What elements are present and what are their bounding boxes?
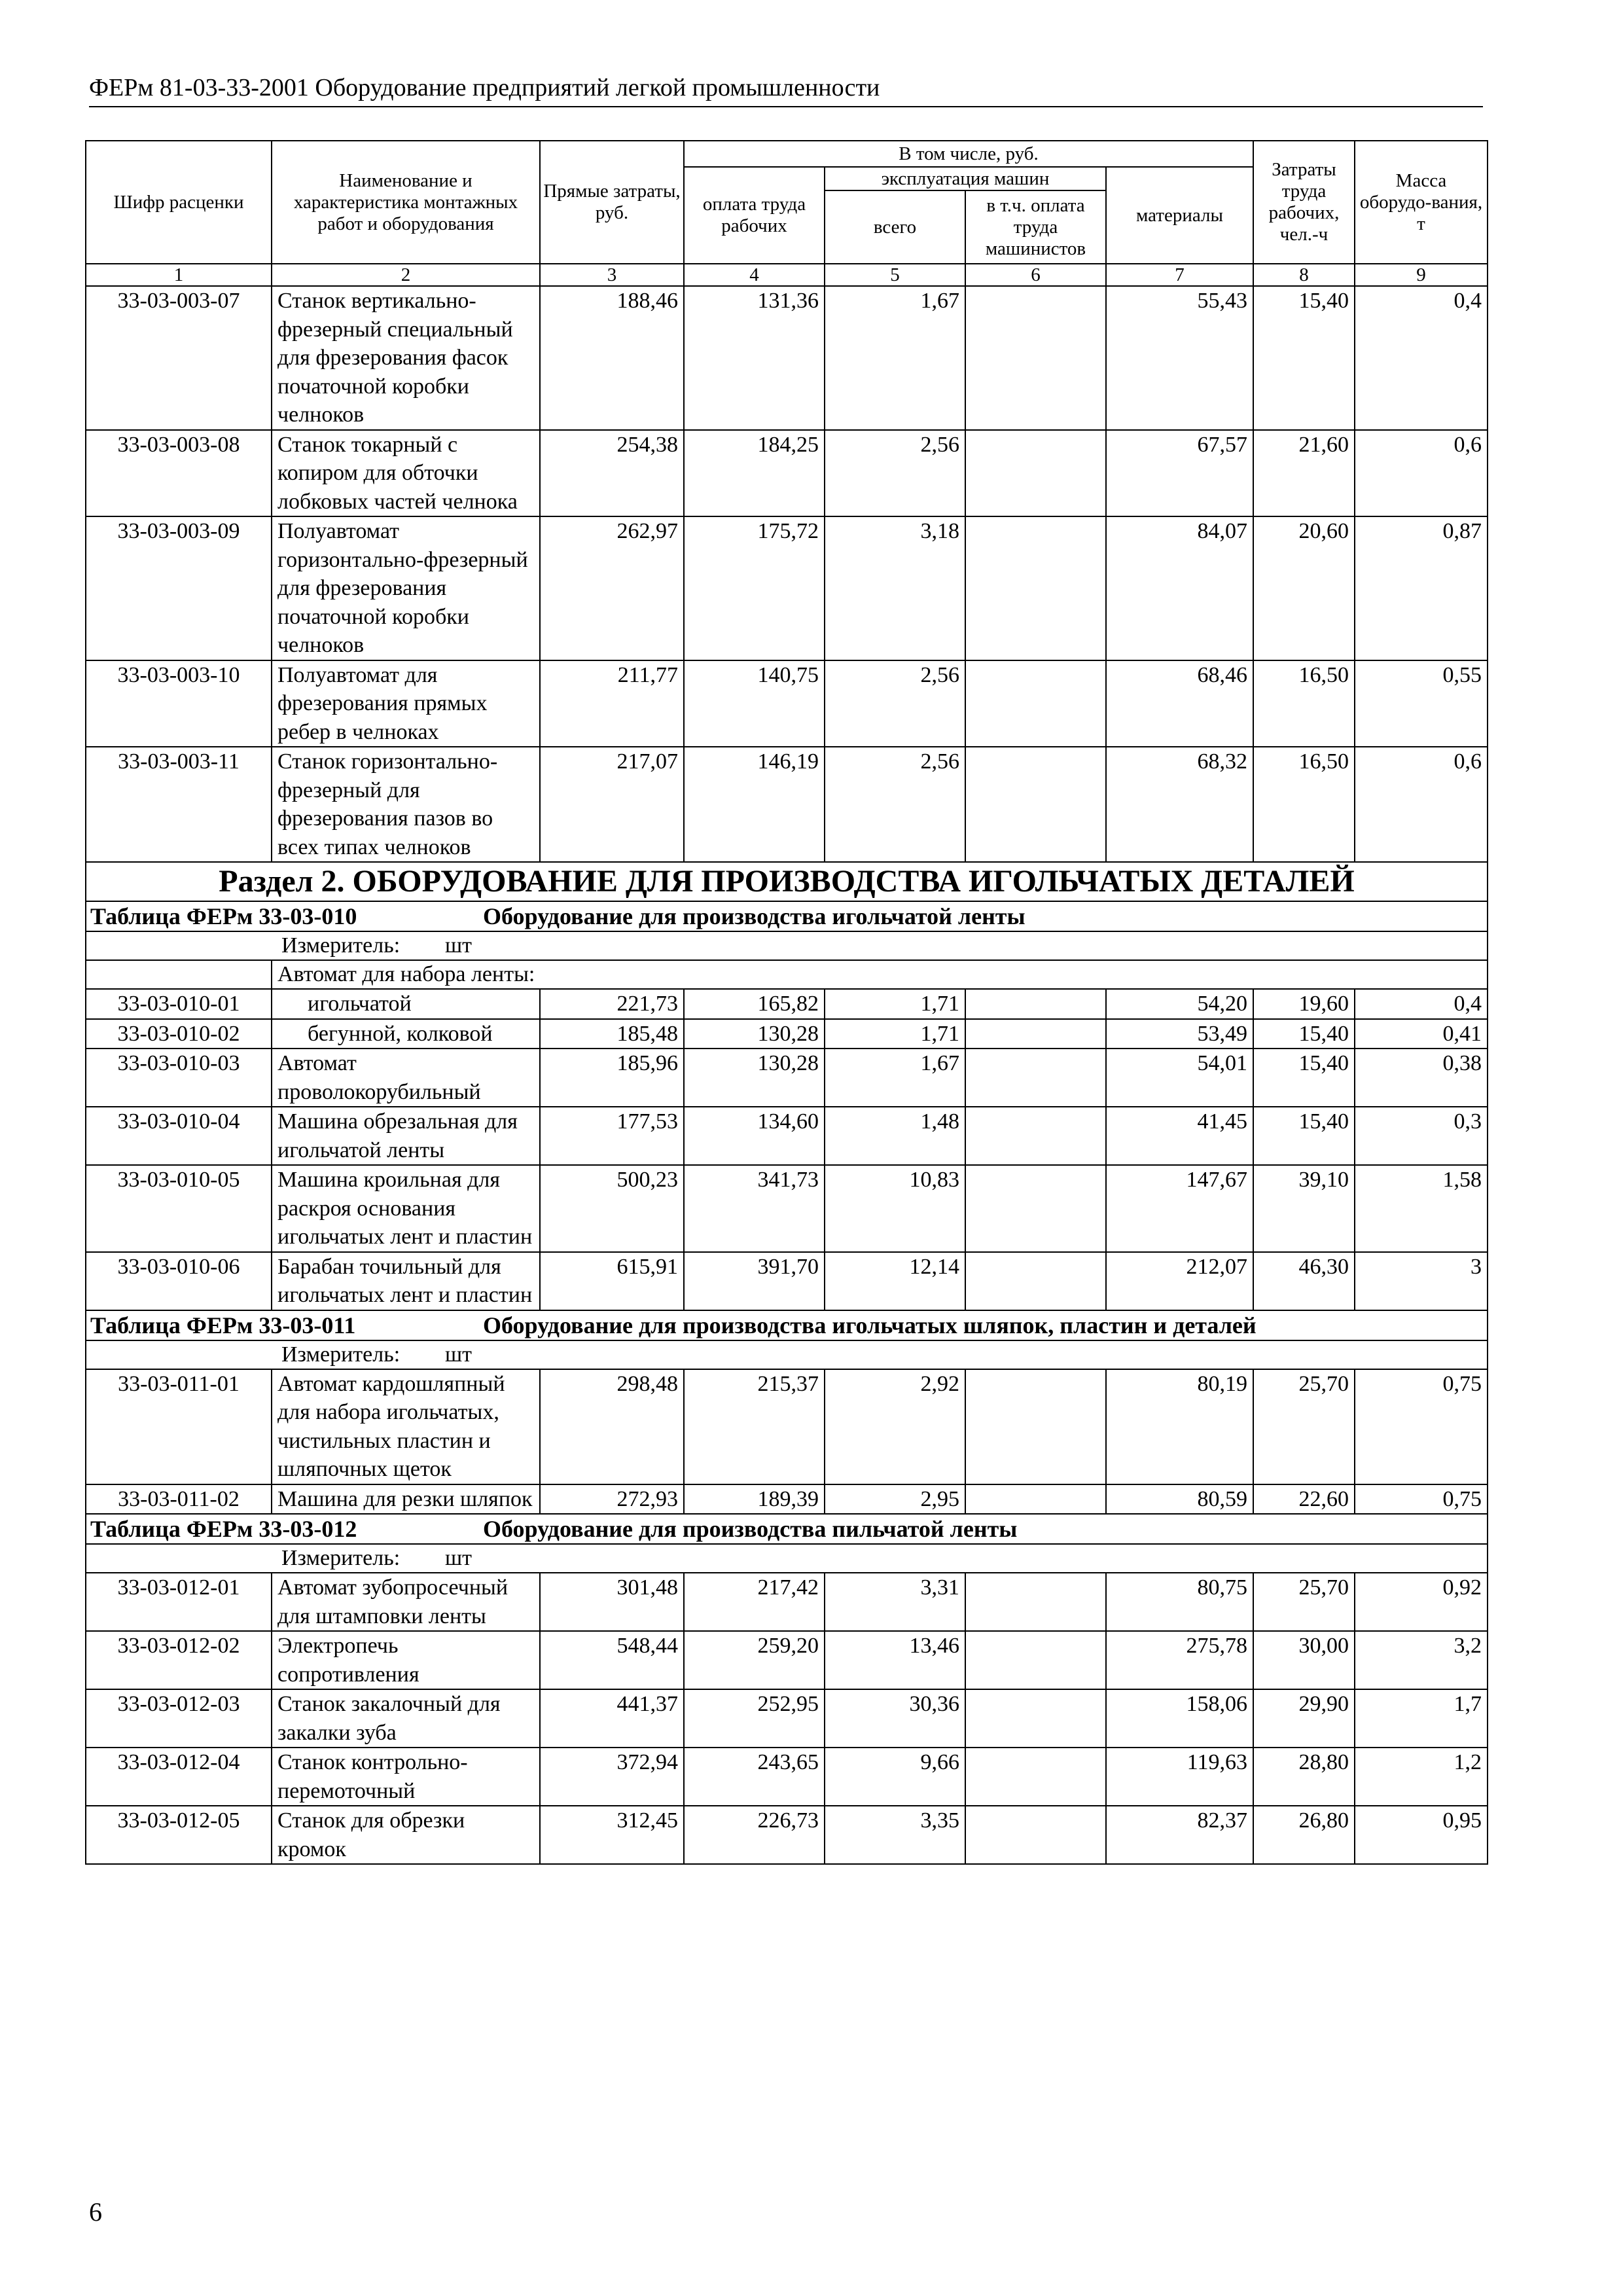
labor-pay: 184,25	[684, 430, 825, 517]
work-name: Машина для резки шляпок	[272, 1484, 540, 1515]
machine-total: 13,46	[825, 1631, 965, 1689]
work-name: Электропечь сопротивления	[272, 1631, 540, 1689]
labor-pay: 259,20	[684, 1631, 825, 1689]
running-header: ФЕРм 81-03-33-2001 Оборудование предприятий легкой промышленности	[89, 73, 1483, 107]
rate-code: 33-03-003-08	[86, 430, 272, 517]
labor-hours: 21,60	[1253, 430, 1355, 517]
machinist-pay	[965, 1484, 1106, 1515]
rate-code: 33-03-010-02	[86, 1019, 272, 1049]
materials-cost: 84,07	[1106, 516, 1253, 660]
machinist-pay	[965, 430, 1106, 517]
table-title-row	[86, 901, 1488, 931]
measure-label: Измеритель:	[281, 933, 401, 958]
col-labor-header: оплата труда рабочих	[684, 167, 825, 264]
direct-cost: 615,91	[540, 1252, 684, 1310]
table-row	[86, 516, 1488, 660]
work-name: Станок горизонтально-фрезерный для фрезерования пазов во всех типах челноков	[272, 747, 540, 862]
column-numbers-row	[86, 264, 1488, 286]
machine-total: 12,14	[825, 1252, 965, 1310]
machine-total: 1,67	[825, 286, 965, 430]
machine-total: 30,36	[825, 1689, 965, 1748]
table-id: Таблица ФЕРм 33-03-012	[90, 1516, 357, 1542]
work-name: Машина кроильная для раскроя основания игольчатых лент и пластин	[272, 1165, 540, 1252]
machinist-pay	[965, 660, 1106, 747]
labor-hours: 46,30	[1253, 1252, 1355, 1310]
table-title: Оборудование для производства игольчатых шляпок, пластин и деталей	[483, 1312, 1257, 1338]
machine-total: 2,56	[825, 430, 965, 517]
col-mass-header: Масса оборудо-вания, т	[1355, 141, 1488, 264]
labor-hours: 20,60	[1253, 516, 1355, 660]
equipment-mass: 0,4	[1355, 286, 1488, 430]
materials-cost: 53,49	[1106, 1019, 1253, 1049]
direct-cost: 372,94	[540, 1748, 684, 1806]
direct-cost: 221,73	[540, 989, 684, 1019]
rate-code: 33-03-012-05	[86, 1806, 272, 1864]
table-title-cell	[86, 1310, 1488, 1340]
equipment-mass: 3,2	[1355, 1631, 1488, 1689]
col-machines-header: эксплуатация машин	[825, 167, 1106, 190]
labor-hours: 15,40	[1253, 1049, 1355, 1107]
machine-total: 3,35	[825, 1806, 965, 1864]
materials-cost: 80,19	[1106, 1369, 1253, 1484]
labor-hours: 28,80	[1253, 1748, 1355, 1806]
table-row	[86, 1631, 1488, 1689]
table-title: Оборудование для производства пильчатой ленты	[483, 1516, 1018, 1542]
labor-hours: 39,10	[1253, 1165, 1355, 1252]
machine-total: 2,56	[825, 747, 965, 862]
col-number: 4	[684, 264, 825, 286]
direct-cost: 441,37	[540, 1689, 684, 1748]
work-name: Станок вертикально-фрезерный специальный для фрезерования фасок початочной коробки челноков	[272, 286, 540, 430]
direct-cost: 301,48	[540, 1573, 684, 1631]
labor-pay: 217,42	[684, 1573, 825, 1631]
table-title-row	[86, 1514, 1488, 1544]
col-number: 1	[86, 264, 272, 286]
labor-hours: 25,70	[1253, 1369, 1355, 1484]
table-row	[86, 660, 1488, 747]
table-body	[86, 286, 1488, 1864]
materials-cost: 41,45	[1106, 1107, 1253, 1165]
page-number: 6	[89, 2197, 102, 2227]
table-row	[86, 1369, 1488, 1484]
section-title: Раздел 2. ОБОРУДОВАНИЕ ДЛЯ ПРОИЗВОДСТВА ИГОЛЬЧАТЫХ ДЕТАЛЕЙ	[86, 862, 1488, 901]
work-name: Станок закалочный для закалки зуба	[272, 1689, 540, 1748]
measure-unit: шт	[445, 933, 473, 958]
col-direct-header: Прямые затраты, руб.	[540, 141, 684, 264]
machine-total: 1,48	[825, 1107, 965, 1165]
rate-code: 33-03-003-10	[86, 660, 272, 747]
labor-hours: 15,40	[1253, 286, 1355, 430]
materials-cost: 82,37	[1106, 1806, 1253, 1864]
materials-cost: 158,06	[1106, 1689, 1253, 1748]
machinist-pay	[965, 1049, 1106, 1107]
table-row	[86, 1806, 1488, 1864]
machine-total: 2,92	[825, 1369, 965, 1484]
equipment-mass: 0,55	[1355, 660, 1488, 747]
table-row	[86, 1165, 1488, 1252]
work-name: игольчатой	[272, 989, 540, 1019]
table-row	[86, 430, 1488, 517]
direct-cost: 185,48	[540, 1019, 684, 1049]
machine-total: 10,83	[825, 1165, 965, 1252]
materials-cost: 80,75	[1106, 1573, 1253, 1631]
table-row	[86, 1049, 1488, 1107]
labor-hours: 16,50	[1253, 660, 1355, 747]
work-name: Станок контрольно-перемоточный	[272, 1748, 540, 1806]
machinist-pay	[965, 1631, 1106, 1689]
rate-code: 33-03-012-01	[86, 1573, 272, 1631]
machinist-pay	[965, 1689, 1106, 1748]
labor-pay: 130,28	[684, 1019, 825, 1049]
direct-cost: 548,44	[540, 1631, 684, 1689]
materials-cost: 147,67	[1106, 1165, 1253, 1252]
col-mach-total-header: всего	[825, 190, 965, 264]
equipment-mass: 0,4	[1355, 989, 1488, 1019]
group-row	[86, 960, 1488, 989]
labor-pay: 146,19	[684, 747, 825, 862]
machinist-pay	[965, 1573, 1106, 1631]
table-id: Таблица ФЕРм 33-03-010	[90, 903, 357, 929]
work-name: Станок токарный с копиром для обточки лобковых частей челнока	[272, 430, 540, 517]
machinist-pay	[965, 516, 1106, 660]
table-row	[86, 286, 1488, 430]
col-code-header: Шифр расценки	[86, 141, 272, 264]
table-title-cell	[86, 1514, 1488, 1544]
labor-hours: 16,50	[1253, 747, 1355, 862]
rate-code: 33-03-010-05	[86, 1165, 272, 1252]
table-row	[86, 1573, 1488, 1631]
rate-code: 33-03-003-11	[86, 747, 272, 862]
materials-cost: 55,43	[1106, 286, 1253, 430]
machinist-pay	[965, 1252, 1106, 1310]
machinist-pay	[965, 1369, 1106, 1484]
table-row	[86, 1689, 1488, 1748]
materials-cost: 68,32	[1106, 747, 1253, 862]
work-name: Машина обрезальная для игольчатой ленты	[272, 1107, 540, 1165]
col-number: 2	[272, 264, 540, 286]
direct-cost: 272,93	[540, 1484, 684, 1515]
measure-label: Измеритель:	[281, 1546, 401, 1570]
equipment-mass: 1,2	[1355, 1748, 1488, 1806]
rate-code: 33-03-010-04	[86, 1107, 272, 1165]
section-row	[86, 862, 1488, 901]
machinist-pay	[965, 1748, 1106, 1806]
labor-pay: 175,72	[684, 516, 825, 660]
equipment-mass: 0,95	[1355, 1806, 1488, 1864]
measure-cell	[86, 1544, 1488, 1573]
equipment-mass: 0,41	[1355, 1019, 1488, 1049]
materials-cost: 212,07	[1106, 1252, 1253, 1310]
rate-code: 33-03-011-02	[86, 1484, 272, 1515]
equipment-mass: 0,87	[1355, 516, 1488, 660]
rate-code: 33-03-003-07	[86, 286, 272, 430]
labor-pay: 189,39	[684, 1484, 825, 1515]
materials-cost: 119,63	[1106, 1748, 1253, 1806]
machine-total: 1,71	[825, 1019, 965, 1049]
equipment-mass: 1,58	[1355, 1165, 1488, 1252]
labor-pay: 165,82	[684, 989, 825, 1019]
machine-total: 2,95	[825, 1484, 965, 1515]
work-name: бегунной, колковой	[272, 1019, 540, 1049]
machinist-pay	[965, 989, 1106, 1019]
table-head	[86, 141, 1488, 286]
table-row	[86, 1484, 1488, 1515]
table-row	[86, 1019, 1488, 1049]
work-name: Полуавтомат горизонтально-фрезерный для фрезерования початочной коробки челноков	[272, 516, 540, 660]
rates-table	[85, 140, 1488, 1865]
rate-code: 33-03-003-09	[86, 516, 272, 660]
work-name: Барабан точильный для игольчатых лент и пластин	[272, 1252, 540, 1310]
measure-cell	[86, 931, 1488, 960]
equipment-mass: 0,6	[1355, 430, 1488, 517]
machine-total: 9,66	[825, 1748, 965, 1806]
col-name-header: Наименование и характеристика монтажных работ и оборудования	[272, 141, 540, 264]
col-labor-cost-header: Затраты труда рабочих, чел.-ч	[1253, 141, 1355, 264]
machinist-pay	[965, 1019, 1106, 1049]
table-title: Оборудование для производства игольчатой ленты	[483, 903, 1026, 929]
measure-row	[86, 1544, 1488, 1573]
measure-label: Измеритель:	[281, 1342, 401, 1367]
equipment-mass: 0,75	[1355, 1369, 1488, 1484]
labor-pay: 134,60	[684, 1107, 825, 1165]
table-row	[86, 747, 1488, 862]
machine-total: 1,71	[825, 989, 965, 1019]
direct-cost: 185,96	[540, 1049, 684, 1107]
equipment-mass: 3	[1355, 1252, 1488, 1310]
materials-cost: 80,59	[1106, 1484, 1253, 1515]
table-row	[86, 1252, 1488, 1310]
equipment-mass: 0,75	[1355, 1484, 1488, 1515]
labor-hours: 15,40	[1253, 1107, 1355, 1165]
direct-cost: 211,77	[540, 660, 684, 747]
work-name: Автомат кардошляпный для набора игольчатых, чистильных пластин и шляпочных щеток	[272, 1369, 540, 1484]
col-mach-labor-header: в т.ч. оплата труда машинистов	[965, 190, 1106, 264]
measure-unit: шт	[445, 1342, 473, 1367]
direct-cost: 188,46	[540, 286, 684, 430]
equipment-mass: 0,3	[1355, 1107, 1488, 1165]
labor-pay: 215,37	[684, 1369, 825, 1484]
col-incl-header: В том числе, руб.	[684, 141, 1253, 167]
table-row	[86, 1748, 1488, 1806]
table-row	[86, 1107, 1488, 1165]
measure-row	[86, 1340, 1488, 1369]
labor-hours: 22,60	[1253, 1484, 1355, 1515]
col-number: 8	[1253, 264, 1355, 286]
work-name: Автомат зубопросечный для штамповки ленты	[272, 1573, 540, 1631]
col-number: 9	[1355, 264, 1488, 286]
rate-code: 33-03-011-01	[86, 1369, 272, 1484]
work-name: Станок для обрезки кромок	[272, 1806, 540, 1864]
col-number: 3	[540, 264, 684, 286]
rate-code: 33-03-010-06	[86, 1252, 272, 1310]
materials-cost: 67,57	[1106, 430, 1253, 517]
direct-cost: 254,38	[540, 430, 684, 517]
machine-total: 3,31	[825, 1573, 965, 1631]
col-materials-header: материалы	[1106, 167, 1253, 264]
table-title-cell	[86, 901, 1488, 931]
rate-code: 33-03-012-04	[86, 1748, 272, 1806]
group-empty-cell	[86, 960, 272, 989]
work-name: Автомат проволокорубильный	[272, 1049, 540, 1107]
table-title-row	[86, 1310, 1488, 1340]
machinist-pay	[965, 1806, 1106, 1864]
direct-cost: 298,48	[540, 1369, 684, 1484]
materials-cost: 54,20	[1106, 989, 1253, 1019]
machinist-pay	[965, 1165, 1106, 1252]
equipment-mass: 0,38	[1355, 1049, 1488, 1107]
rate-code: 33-03-010-01	[86, 989, 272, 1019]
col-number: 5	[825, 264, 965, 286]
labor-hours: 26,80	[1253, 1806, 1355, 1864]
group-label: Автомат для набора ленты:	[272, 960, 1488, 989]
labor-pay: 140,75	[684, 660, 825, 747]
labor-pay: 130,28	[684, 1049, 825, 1107]
machinist-pay	[965, 1107, 1106, 1165]
measure-cell	[86, 1340, 1488, 1369]
materials-cost: 275,78	[1106, 1631, 1253, 1689]
labor-pay: 226,73	[684, 1806, 825, 1864]
machine-total: 1,67	[825, 1049, 965, 1107]
rate-code: 33-03-010-03	[86, 1049, 272, 1107]
labor-hours: 15,40	[1253, 1019, 1355, 1049]
labor-pay: 243,65	[684, 1748, 825, 1806]
labor-hours: 29,90	[1253, 1689, 1355, 1748]
rate-code: 33-03-012-02	[86, 1631, 272, 1689]
work-name: Полуавтомат для фрезерования прямых ребер в челноках	[272, 660, 540, 747]
table-row	[86, 989, 1488, 1019]
materials-cost: 68,46	[1106, 660, 1253, 747]
col-number: 7	[1106, 264, 1253, 286]
direct-cost: 262,97	[540, 516, 684, 660]
machine-total: 3,18	[825, 516, 965, 660]
labor-pay: 131,36	[684, 286, 825, 430]
measure-unit: шт	[445, 1546, 473, 1570]
measure-row	[86, 931, 1488, 960]
col-number: 6	[965, 264, 1106, 286]
direct-cost: 500,23	[540, 1165, 684, 1252]
labor-pay: 391,70	[684, 1252, 825, 1310]
materials-cost: 54,01	[1106, 1049, 1253, 1107]
labor-pay: 252,95	[684, 1689, 825, 1748]
labor-hours: 25,70	[1253, 1573, 1355, 1631]
machinist-pay	[965, 286, 1106, 430]
direct-cost: 312,45	[540, 1806, 684, 1864]
machine-total: 2,56	[825, 660, 965, 747]
table-id: Таблица ФЕРм 33-03-011	[90, 1312, 356, 1338]
machinist-pay	[965, 747, 1106, 862]
labor-hours: 19,60	[1253, 989, 1355, 1019]
direct-cost: 217,07	[540, 747, 684, 862]
rate-code: 33-03-012-03	[86, 1689, 272, 1748]
labor-pay: 341,73	[684, 1165, 825, 1252]
labor-hours: 30,00	[1253, 1631, 1355, 1689]
equipment-mass: 0,6	[1355, 747, 1488, 862]
equipment-mass: 0,92	[1355, 1573, 1488, 1631]
direct-cost: 177,53	[540, 1107, 684, 1165]
equipment-mass: 1,7	[1355, 1689, 1488, 1748]
